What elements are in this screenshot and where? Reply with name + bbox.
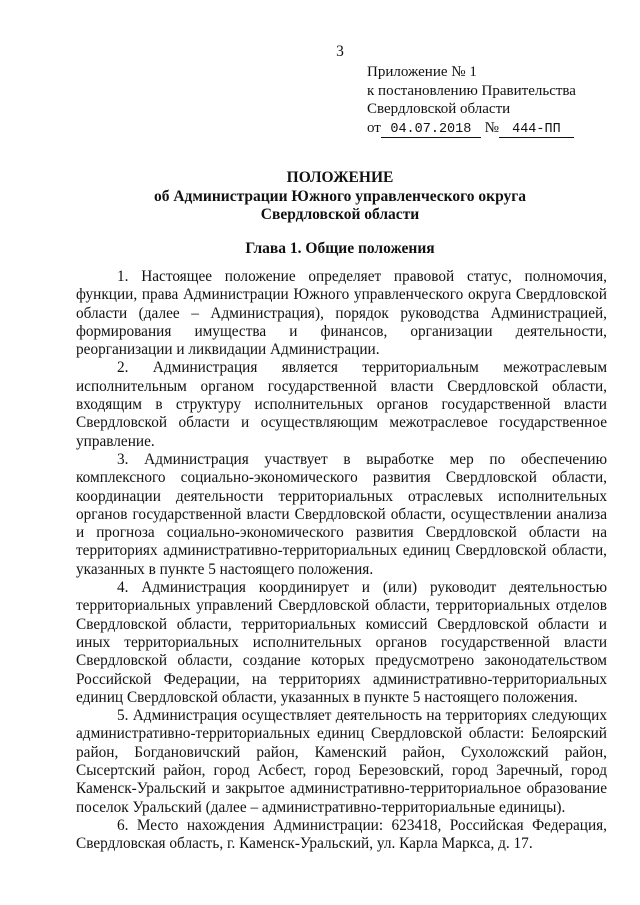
page-number: 3 [336,43,344,60]
appendix-line-3: Свердловской области [367,101,511,118]
chapter-heading: Глава 1. Общие положения [245,240,435,257]
appendix-line-1: Приложение № 1 [367,64,477,80]
paragraph-6: 6. Место нахождения Администрации: 623418, Российская Федерация, Свердловская область, г. Каменск-Уральский, ул. Карла Маркса, д. 17. [76,816,607,853]
document-body [76,268,607,854]
resolution-number: 444-ПП [499,122,574,138]
appendix-date-row [367,119,576,138]
paragraph-2: 2. Администрация является территориальным межотраслевым исполнительным органом государственной власти Свердловской области, входящим в структуру исполнительных органов государственной власти Свердловской области и осуществляющим межотраслевое государственное управление. [76,359,607,450]
number-prefix: № [484,119,499,136]
appendix-block [367,63,576,138]
paragraph-1: 1. Настоящее положение определяет правовой статус, полномочия, функции, права Администрации Южного управленческого округа Свердловской области (далее – Администрация), порядок руководства Администрацией, формирования имущества и финансов, организации деятельности, реорганизации и ликвидации Администрации. [76,268,607,359]
date-prefix: от [367,119,381,136]
paragraph-5: 5. Администрация осуществляет деятельность на территориях следующих административно-территориальных единиц Свердловской области: Белоярский район, Богдановичский район, Каменский район, Сухоложский район, Сысертский район, город Асбест, город Березовский, город Заречный, город Каменск-Уральский и закрытое административно-территориальное образование поселок Уральский (далее – административно-территориальные единицы). [76,707,607,816]
document-subtitle-line-2: Свердловской области [260,206,420,223]
document-title: ПОЛОЖЕНИЕ [286,169,394,186]
appendix-line-2: к постановлению Правительства [367,82,576,99]
paragraph-3: 3. Администрация участвует в выработке мер по обеспечению комплексного социально-экономического развития Свердловской области, координации деятельности территориальных отраслевых исполнительных органов государственной власти Свердловской области, осуществлении анализа и прогноза социально-экономического развития Свердловской области на территориях административно-территориальных единиц Свердловской области, указанных в пункте 5 настоящего положения. [76,450,607,578]
paragraph-4: 4. Администрация координирует и (или) руководит деятельностью территориальных управлений Свердловской области, территориальных отделов Свердловской области, территориальных комиссий Свердловской области и иных территориальных исполнительных органов государственной власти Свердловской области, создание которых предусмотрено законодательством Российской Федерации, на территориях административно-территориальных единиц Свердловской области, указанных в пункте 5 настоящего положения. [76,579,607,706]
document-subtitle-line-1: об Администрации Южного управленческого округа [153,188,527,205]
resolution-date: 04.07.2018 [381,122,481,138]
